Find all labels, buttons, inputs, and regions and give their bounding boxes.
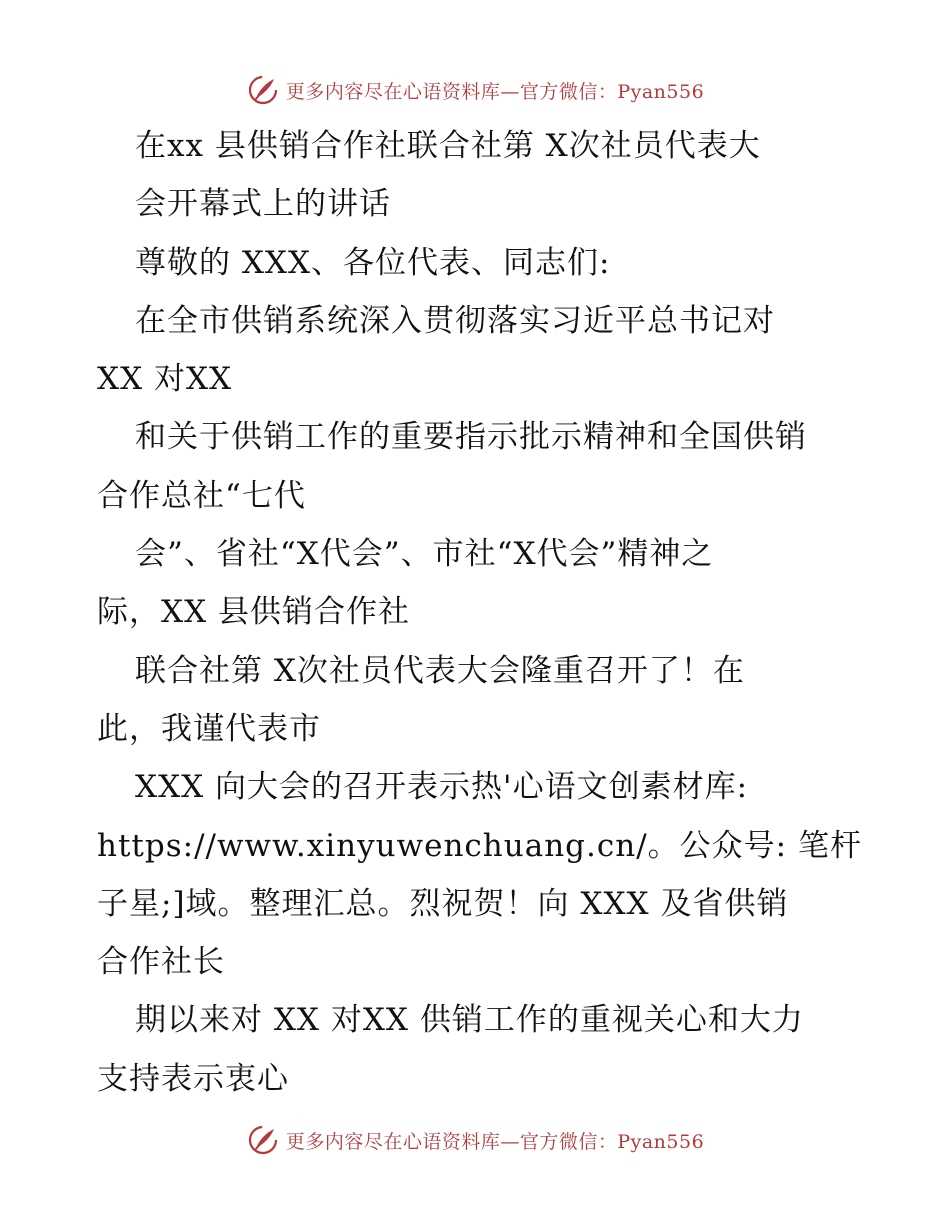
header-banner-text: 更多内容尽在心语资料库—官方微信：Pyan556	[285, 80, 705, 103]
footer-banner-text: 更多内容尽在心语资料库—官方微信：Pyan556	[285, 1130, 705, 1153]
text-line: 尊敬的 XXX、各位代表、同志们:	[135, 244, 611, 281]
text-line: XX 对XX	[97, 361, 233, 398]
text-line: 联合社第 X次社员代表大会隆重召开了！在	[135, 652, 745, 689]
text-line: 期以来对 XX 对XX 供销工作的重视关心和大力	[135, 1002, 804, 1039]
text-line: 会开幕式上的讲话	[135, 186, 391, 223]
header-banner	[0, 70, 950, 110]
text-line: 子星;]域。整理汇总。烈祝贺！向 XXX 及省供销	[97, 885, 789, 922]
feather-pen-logo-icon	[246, 73, 280, 107]
text-line: 合作总社“七代	[97, 477, 306, 514]
text-line: 支持表示衷心	[97, 1060, 289, 1097]
text-line: 此，我谨代表市	[97, 710, 321, 747]
text-line: 合作社长	[97, 944, 225, 981]
document-body	[97, 117, 862, 1108]
text-line: 和关于供销工作的重要指示批示精神和全国供销	[135, 419, 807, 456]
text-line: 会”、省社“X代会”、市社“X代会”精神之	[135, 536, 714, 573]
text-line: 在全市供销系统深入贯彻落实习近平总书记对	[135, 302, 775, 339]
text-line: https://www.xinyuwenchuang.cn/。公众号: 笔杆	[97, 827, 862, 864]
footer-banner	[0, 1120, 950, 1160]
text-line: 际，XX 县供销合作社	[97, 594, 410, 631]
feather-pen-logo-icon	[246, 1123, 280, 1157]
text-line: XXX 向大会的召开表示热'心语文创素材库:	[135, 769, 749, 806]
text-line: 在xx 县供销合作社联合社第 X次社员代表大	[135, 128, 761, 164]
